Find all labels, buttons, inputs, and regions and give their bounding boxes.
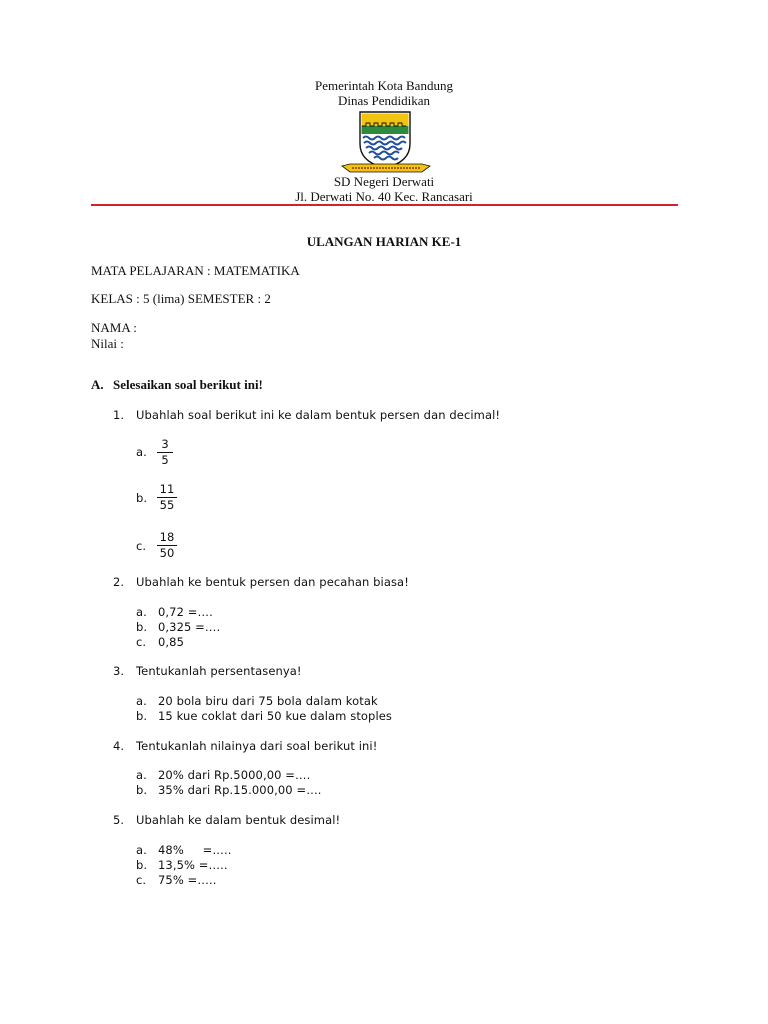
- q5-item-b-text: 13,5% =…..: [158, 858, 228, 872]
- q5-item-c-text: 75% =…..: [158, 873, 217, 887]
- fraction-3-5: [157, 437, 173, 468]
- question-5-text: Ubahlah ke dalam bentuk desimal!: [136, 813, 341, 827]
- school-name: SD Negeri Derwati: [333, 174, 435, 189]
- q5-item-a-label: a.: [136, 843, 147, 857]
- q5-item-a-text: 48% =…..: [158, 843, 232, 857]
- question-3-number: 3.: [113, 664, 125, 678]
- q2-item-a-text: 0,72 =….: [158, 605, 213, 619]
- question-2-text: Ubahlah ke bentuk persen dan pecahan biasa!: [136, 575, 409, 589]
- fraction-numerator: 3: [157, 437, 173, 453]
- q3-item-b-text: 15 kue coklat dari 50 kue dalam stoples: [158, 709, 393, 723]
- q5-item-c-label: c.: [136, 873, 147, 887]
- subject-line: MATA PELAJARAN : MATEMATIKA: [91, 263, 300, 278]
- q5-item-b-label: b.: [136, 858, 148, 872]
- question-1-text: Ubahlah soal berikut ini ke dalam bentuk persen dan decimal!: [136, 408, 501, 422]
- fraction-denominator: 55: [159, 498, 175, 512]
- fraction-numerator: 18: [157, 530, 177, 546]
- q2-item-b-label: b.: [136, 620, 148, 634]
- department-name: Dinas Pendidikan: [337, 93, 431, 108]
- q2-item-c-label: c.: [136, 635, 147, 649]
- question-5-number: 5.: [113, 813, 125, 827]
- fraction-18-50: [157, 530, 177, 561]
- fraction-denominator: 50: [159, 546, 175, 560]
- q3-item-a-text: 20 bola biru dari 75 bola dalam kotak: [158, 694, 378, 708]
- q1-item-a-label: a.: [136, 445, 147, 459]
- q1-item-b-label: b.: [136, 491, 148, 505]
- q4-item-a-text: 20% dari Rp.5000,00 =….: [158, 768, 311, 782]
- question-4-number: 4.: [113, 739, 125, 753]
- q3-item-b-label: b.: [136, 709, 148, 723]
- government-name: Pemerintah Kota Bandung: [315, 78, 453, 93]
- q2-item-c-text: 0,85: [158, 635, 185, 649]
- q3-item-a-label: a.: [136, 694, 147, 708]
- page-title: ULANGAN HARIAN KE-1: [306, 234, 462, 249]
- name-field: NAMA :: [91, 320, 137, 335]
- question-2-number: 2.: [113, 575, 125, 589]
- fraction-denominator: 5: [161, 453, 169, 467]
- score-field: Nilai :: [91, 336, 124, 351]
- question-3-text: Tentukanlah persentasenya!: [136, 664, 302, 678]
- q2-item-a-label: a.: [136, 605, 147, 619]
- header-divider: [91, 204, 678, 206]
- section-marker: A.: [91, 377, 104, 392]
- question-4-text: Tentukanlah nilainya dari soal berikut ini!: [136, 739, 378, 753]
- question-1-number: 1.: [113, 408, 125, 422]
- school-address: Jl. Derwati No. 40 Kec. Rancasari: [295, 189, 473, 204]
- fraction-11-55: [157, 482, 177, 513]
- q4-item-b-text: 35% dari Rp.15.000,00 =….: [158, 783, 322, 797]
- fraction-numerator: 11: [157, 482, 177, 498]
- bandung-emblem: [340, 108, 432, 176]
- class-line: KELAS : 5 (lima) SEMESTER : 2: [91, 291, 271, 306]
- q1-item-c-label: c.: [136, 539, 147, 553]
- q4-item-a-label: a.: [136, 768, 147, 782]
- q2-item-b-text: 0,325 =….: [158, 620, 221, 634]
- q4-item-b-label: b.: [136, 783, 148, 797]
- section-heading: Selesaikan soal berikut ini!: [113, 377, 263, 392]
